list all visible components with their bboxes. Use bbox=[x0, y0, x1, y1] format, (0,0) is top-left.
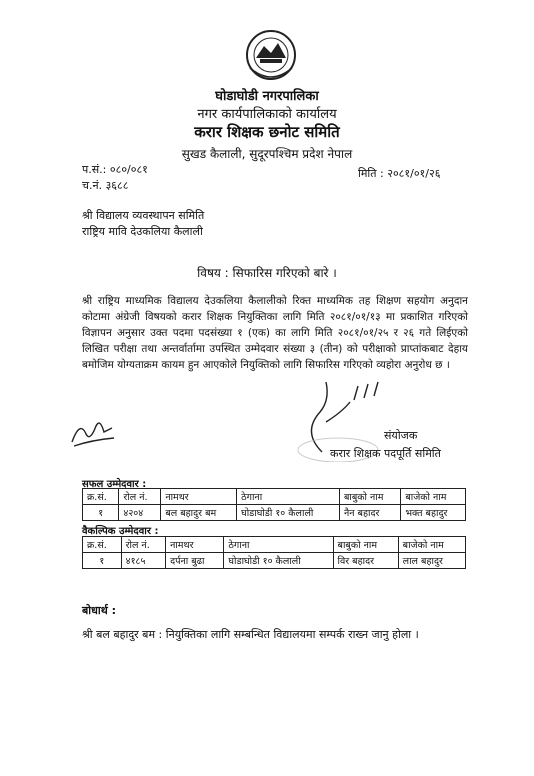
cc-label: बोधार्थ : bbox=[82, 604, 117, 617]
header-municipality: घोडाघोडी नगरपालिका bbox=[215, 89, 319, 104]
letter-subject: विषय : सिफारिस गरिएको बारे । bbox=[197, 266, 337, 280]
handwritten-signature-left bbox=[68, 412, 118, 452]
col-roll: रोल नं. bbox=[119, 489, 161, 505]
header-committee: करार शिक्षक छनोट समिति bbox=[194, 123, 340, 141]
table-row: १ ४२०४ बल बहादुर बम घोडाघोडी १० कैलाली नैन बहादर भक्त बहादुर bbox=[83, 505, 466, 521]
col-roll: रोल नं. bbox=[121, 537, 165, 553]
addressee-line-1: श्री विद्यालय व्यवस्थापन समिति bbox=[82, 209, 205, 222]
table-header-row bbox=[83, 537, 466, 553]
successful-candidate-label: सफल उम्मेदवार : bbox=[82, 479, 147, 490]
header-office: नगर कार्यपालिकाको कार्यालय bbox=[197, 107, 337, 122]
successful-candidate-table bbox=[82, 488, 466, 521]
dispatch-number: च.नं. ३६८८ bbox=[82, 179, 129, 192]
ref-number: प.सं.: ०८०/०८१ bbox=[82, 163, 148, 176]
col-name: नामथर bbox=[166, 537, 224, 553]
signature-role: संयोजक bbox=[384, 429, 418, 442]
col-sn: क्र.सं. bbox=[83, 489, 119, 505]
table-row: १ ४१८५ दर्पना बुढा घोडाघोडी १० कैलाली विर बहादर लाल बहादुर bbox=[83, 553, 466, 569]
letter-date: मिति : २०८१/०१/२६ bbox=[358, 167, 441, 180]
col-name: नामथर bbox=[161, 489, 237, 505]
signature-committee: करार शिक्षक पदपूर्ति समिति bbox=[330, 447, 441, 460]
col-father: बाबुको नाम bbox=[339, 489, 400, 505]
cc-text: श्री बल बहादुर बम : नियुक्तिका लागि सम्बन्धित विद्यालयमा सम्पर्क राख्न जानु होला । bbox=[82, 628, 419, 641]
alternate-candidate-label: वैकल्पिक उम्मेदवार : bbox=[82, 526, 159, 537]
col-sn: क्र.सं. bbox=[83, 537, 122, 553]
col-father: बाबुको नाम bbox=[333, 537, 398, 553]
municipality-seal-icon bbox=[240, 28, 302, 86]
addressee-line-2: राष्ट्रिय मावि देउकलिया कैलाली bbox=[82, 225, 203, 238]
letter-body: श्री राष्ट्रिय माध्यमिक विद्यालय देउकलिया कैलालीको रिक्त माध्यमिक तह शिक्षण सहयोग अनुदान कोटामा अंग्रेजी विषयको करार शिक्षक नियुक्तिका लागि मिति २०८१/०१/१३ मा प्रकाशित गरिएको विज्ञापन अनुसार उक्त पदमा पदसंख्या १ (एक) का लागि मिति २०८१/०१/२५ र २६ गते लिईएको लिखित परीक्षा तथा अन्तर्वार्तामा उपस्थित उम्मेदवार संख्या ३ (तीन) को परीक्षाको प्राप्तांकबाट देहाय बमोजिम योग्यताक्रम कायम हुन आएकोले नियुक्तिको लागि सिफारिस गरिएको व्यहोरा अनुरोध छ । bbox=[82, 295, 468, 371]
col-address: ठेगाना bbox=[224, 537, 333, 553]
col-grandfather: बाजेको नाम bbox=[401, 489, 466, 505]
col-grandfather: बाजेको नाम bbox=[398, 537, 465, 553]
header-address: सुखड कैलाली, सुदूरपश्चिम प्रदेश नेपाल bbox=[181, 147, 353, 161]
table-header-row bbox=[83, 489, 466, 505]
alternate-candidate-table bbox=[82, 536, 466, 569]
col-address: ठेगाना bbox=[237, 489, 340, 505]
